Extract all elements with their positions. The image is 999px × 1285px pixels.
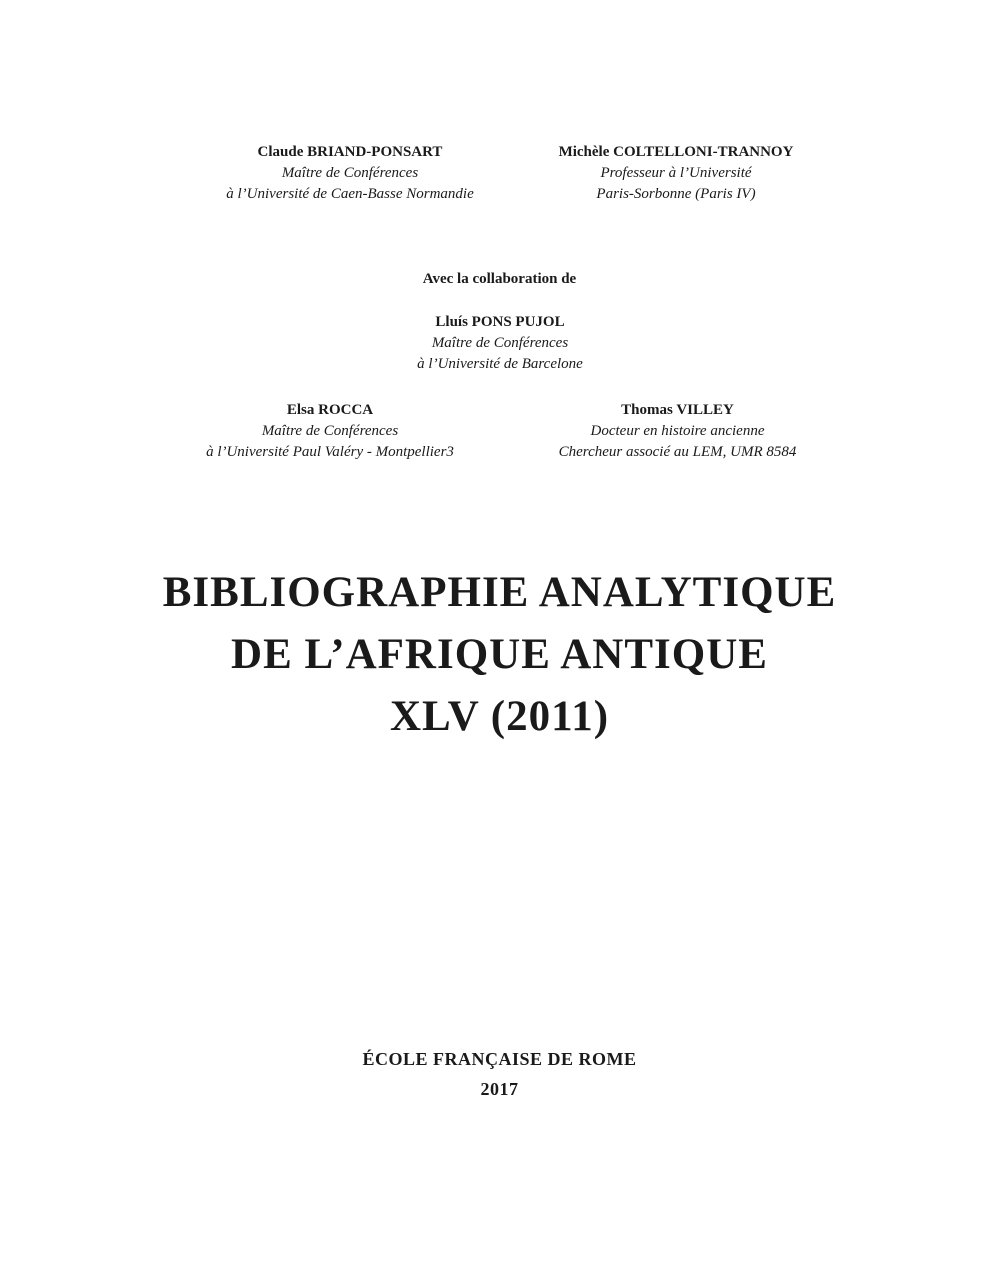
collaboration-label: Avec la collaboration de xyxy=(422,271,577,287)
author-role: Professeur à l’Université xyxy=(600,165,752,181)
book-title-line-1: BIBLIOGRAPHIE ANALYTIQUE xyxy=(162,569,837,616)
collaborator-role: Maître de Conférences xyxy=(431,335,569,351)
author-name: Claude BRIAND-PONSART xyxy=(257,144,443,160)
collaborator-block-rocca xyxy=(150,400,510,463)
publication-year: 2017 xyxy=(480,1079,519,1099)
collaborator-institution: à l’Université Paul Valéry - Montpellier3 xyxy=(206,444,454,460)
publisher-name: ÉCOLE FRANÇAISE DE ROME xyxy=(362,1049,637,1069)
collaborator-name: Lluís PONS PUJOL xyxy=(435,314,565,330)
collaborator-institution: à l’Université de Barcelone xyxy=(417,356,583,372)
collaborator-block-villey xyxy=(510,400,845,463)
author-name: Michèle COLTELLONI-TRANNOY xyxy=(558,144,794,160)
collaborator-name: Elsa ROCCA xyxy=(286,402,374,418)
publisher-block xyxy=(0,1044,999,1104)
author-block-coltelloni-trannoy xyxy=(500,142,852,205)
collaborator-role: Maître de Conférences xyxy=(261,423,399,439)
collaborator-role: Docteur en histoire ancienne xyxy=(590,423,765,439)
collaborator-institution: Chercheur associé au LEM, UMR 8584 xyxy=(558,444,797,460)
author-institution: Paris-Sorbonne (Paris IV) xyxy=(596,186,756,202)
author-institution: à l’Université de Caen-Basse Normandie xyxy=(226,186,474,202)
collaborator-block-pons-pujol xyxy=(250,312,750,375)
book-title xyxy=(0,562,999,748)
book-title-line-3: XLV (2011) xyxy=(389,693,610,740)
book-title-line-2: DE L’AFRIQUE ANTIQUE xyxy=(231,631,768,678)
collaborator-name: Thomas VILLEY xyxy=(621,402,734,418)
author-role: Maître de Conférences xyxy=(281,165,419,181)
